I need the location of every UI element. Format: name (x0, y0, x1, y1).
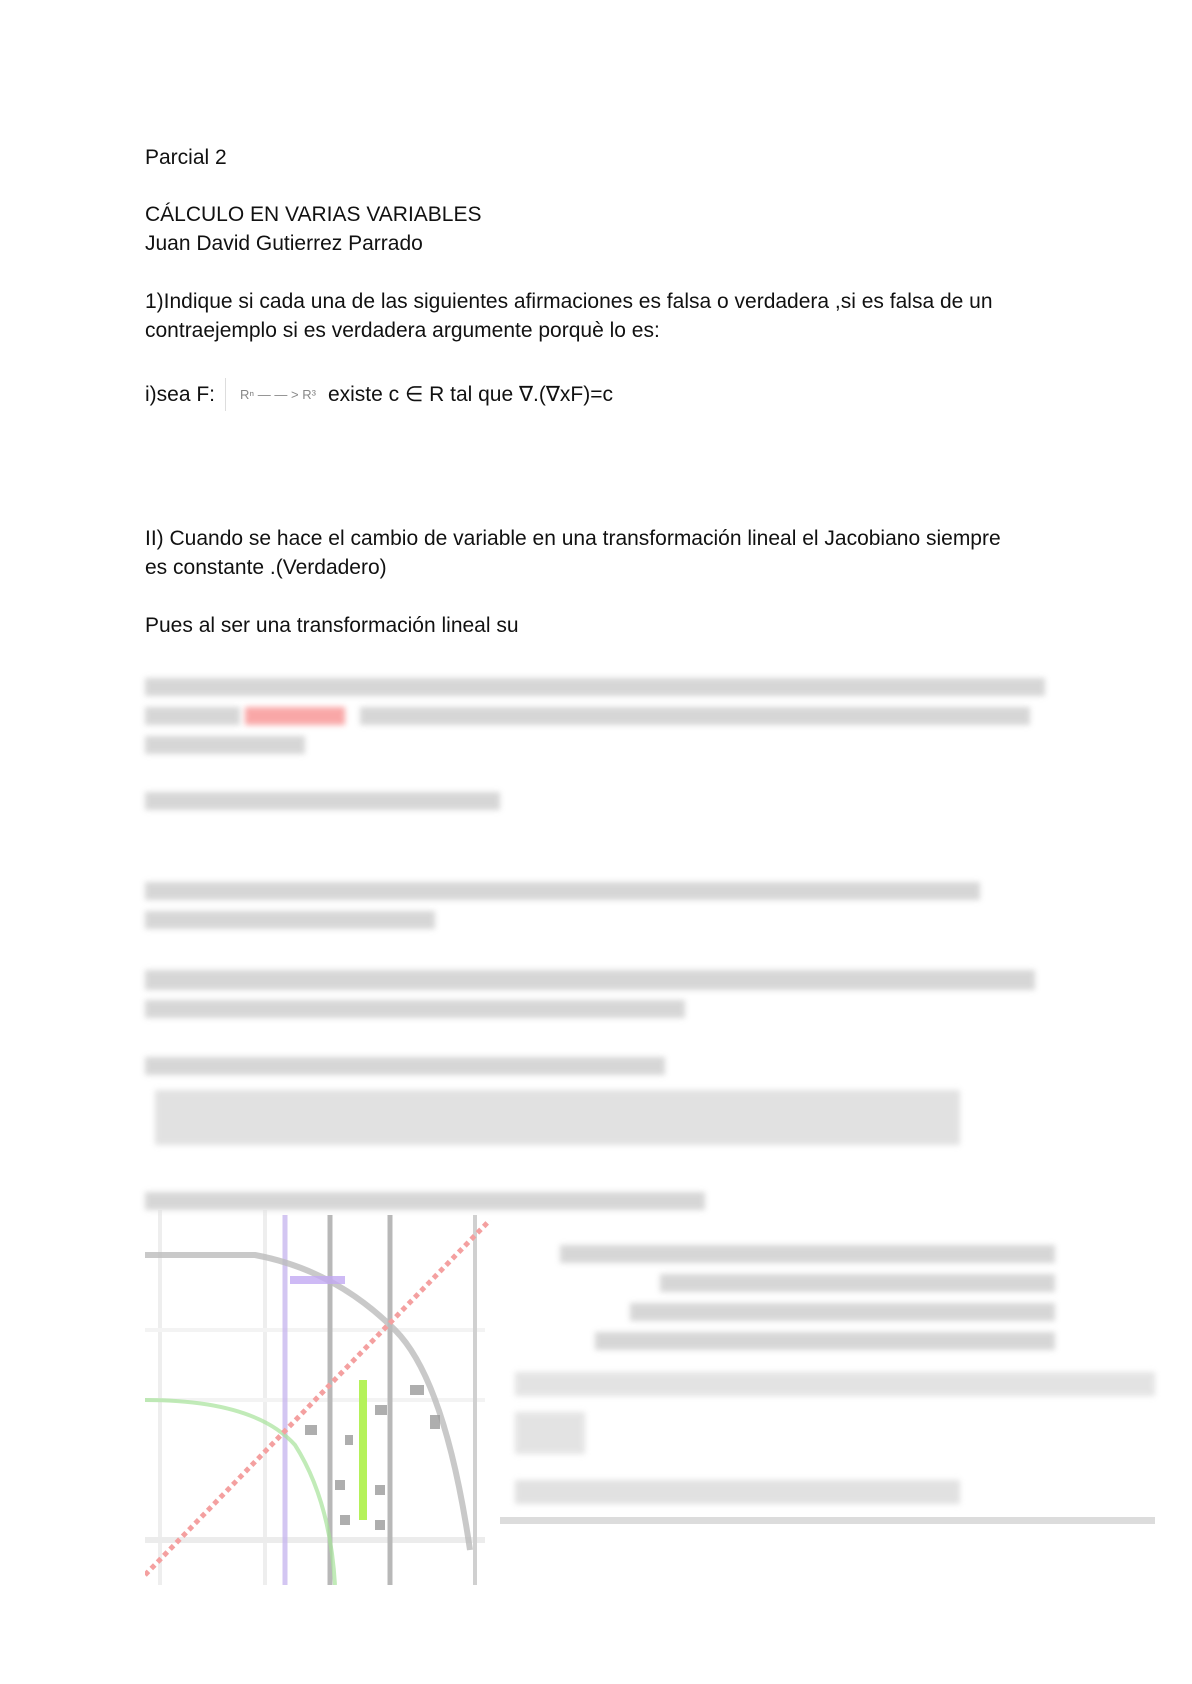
blurred-line (145, 792, 500, 810)
blurred-line (515, 1372, 1155, 1396)
horizontal-divider (500, 1517, 1155, 1524)
point-label (375, 1520, 385, 1530)
item-i (145, 378, 613, 411)
blurred-line (145, 736, 305, 754)
blurred-highlight (245, 707, 345, 725)
course-title: CÁLCULO EN VARIAS VARIABLES (145, 203, 482, 226)
blurred-line (515, 1412, 585, 1454)
point-labels (305, 1385, 440, 1530)
blurred-line (560, 1245, 1055, 1263)
mapping-formula-image (225, 378, 320, 411)
point-label (430, 1415, 440, 1429)
point-label (375, 1405, 387, 1415)
blurred-line (145, 970, 1035, 990)
blurred-line (660, 1274, 1055, 1292)
blurred-line (515, 1480, 960, 1504)
question-1-line-2: contraejemplo si es verdadera argumente porquè lo es: (145, 319, 660, 342)
blurred-line (360, 707, 1030, 725)
blurred-line (145, 882, 980, 900)
blurred-line (145, 1057, 665, 1075)
item-i-label: i)sea F: (145, 383, 216, 406)
point-label (345, 1435, 353, 1445)
blurred-line (145, 678, 1045, 696)
point-label (335, 1480, 345, 1490)
blurred-line (630, 1303, 1055, 1321)
blurred-line (595, 1332, 1055, 1350)
item-ii-line-1: II) Cuando se hace el cambio de variable en una transformación lineal el Jacobiano siempre (145, 527, 1001, 550)
blurred-line (145, 1192, 705, 1210)
exam-title: Parcial 2 (145, 146, 227, 169)
blurred-equation (155, 1090, 960, 1145)
mapping-codomain: R³ (302, 387, 316, 402)
blurred-line (145, 911, 435, 929)
item-ii-answer: Pues al ser una transformación lineal su (145, 614, 519, 637)
blurred-line (145, 1000, 685, 1018)
item-i-statement: existe c ∈ R tal que ∇.(∇xF)=c (327, 383, 614, 406)
point-label (375, 1485, 385, 1495)
mapping-arrow: — — > (257, 387, 299, 402)
question-1-line-1: 1)Indique si cada una de las siguientes afirmaciones es falsa o verdadera ,si es falsa de un (145, 290, 993, 313)
student-name: Juan David Gutierrez Parrado (145, 232, 423, 255)
point-label (305, 1425, 317, 1435)
item-ii-line-2: es constante .(Verdadero) (145, 556, 387, 579)
mapping-domain: Rⁿ (240, 387, 255, 402)
blurred-line (145, 707, 240, 725)
graph-figure (145, 1210, 515, 1585)
point-label (340, 1515, 350, 1525)
point-label (410, 1385, 424, 1395)
